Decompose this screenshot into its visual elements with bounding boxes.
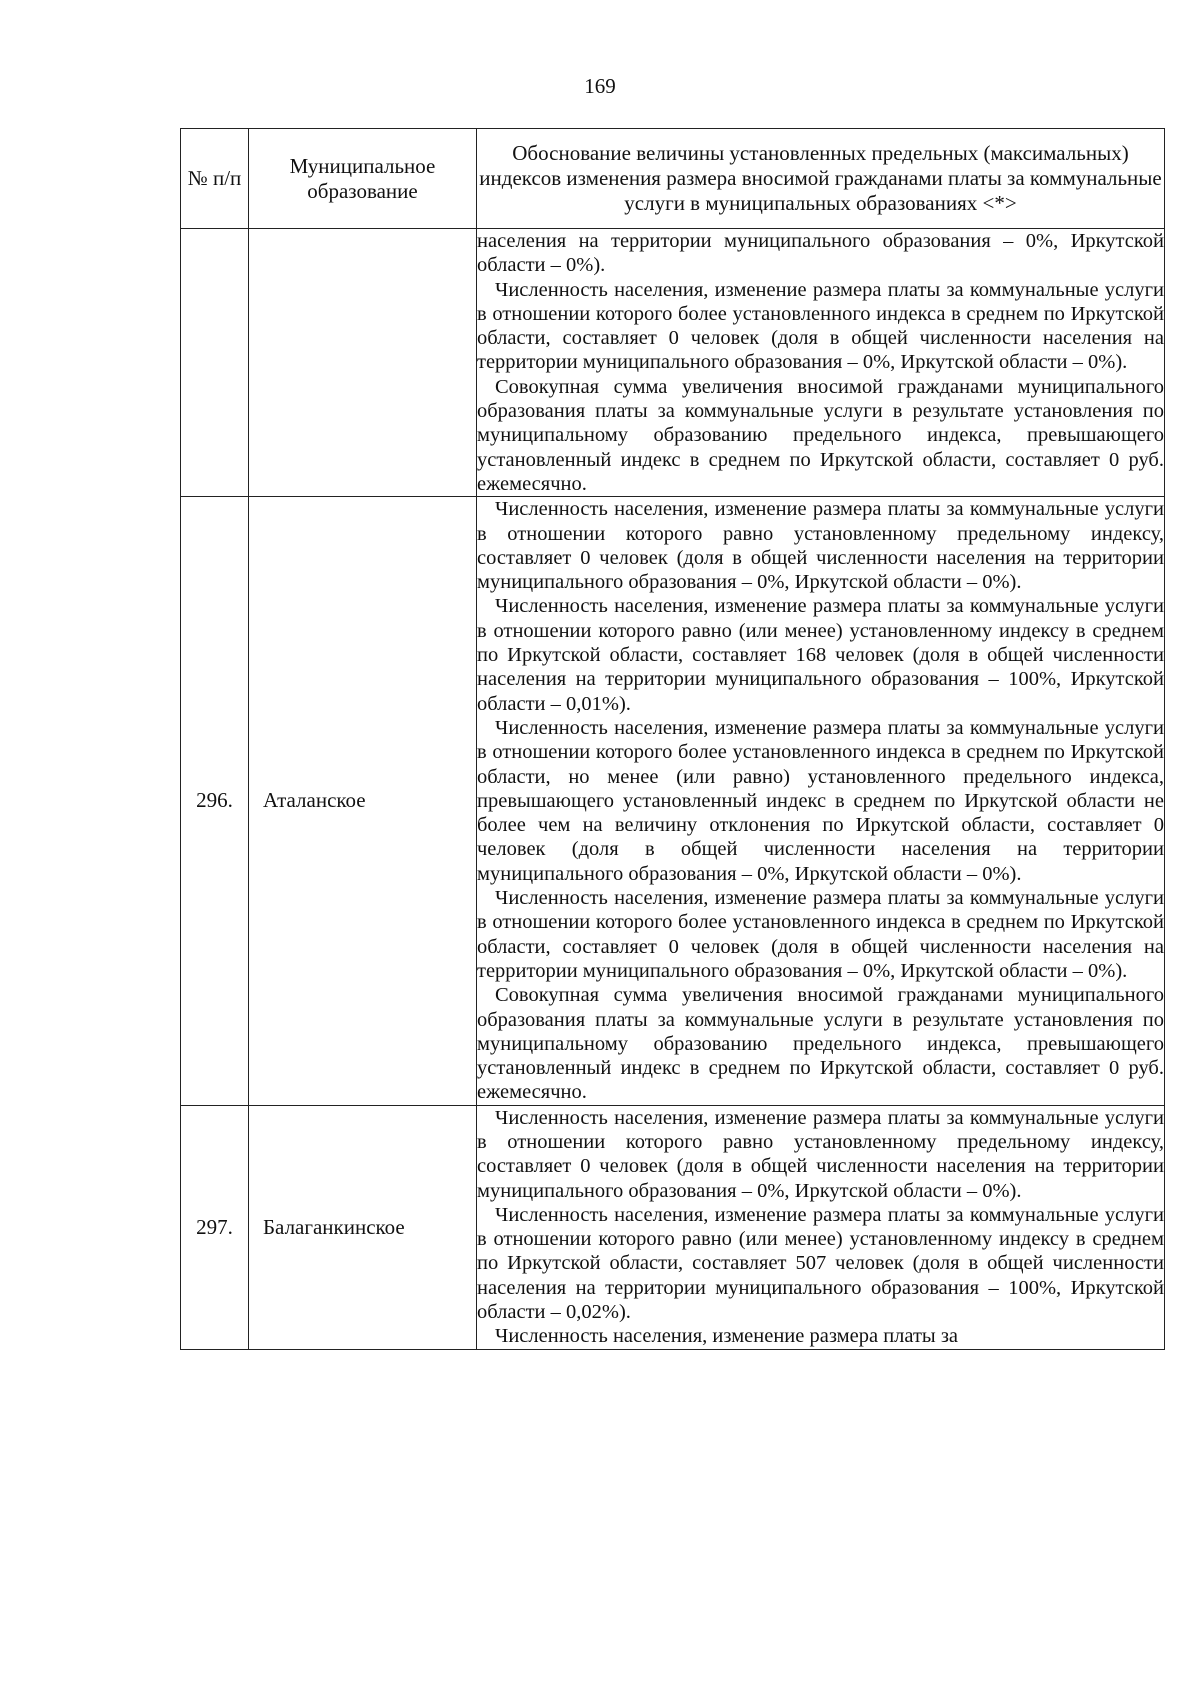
- page-number: 169: [584, 74, 616, 98]
- paragraph: Численность населения, изменение размера платы за коммунальные услуги в отношении которого равно (или менее) установленному индексу в среднем по Иркутской области, составляет 507 человек (доля в общей численности населения на территории муниципального образования – 100%, Иркутской области – 0,02%).: [477, 1203, 1164, 1324]
- paragraph: населения на территории муниципального образования – 0%, Иркутской области – 0%).: [477, 230, 1164, 277]
- cell-name: [249, 229, 477, 497]
- cell-justification: [477, 1105, 1165, 1349]
- paragraph: Численность населения, изменение размера платы за коммунальные услуги в отношении которого равно установленному предельному индексу, составляет 0 человек (доля в общей численности населения на территории муниципального образования – 0%, Иркутской области – 0%).: [477, 498, 1164, 594]
- justification-table: [180, 128, 1165, 1350]
- cell-num: 297.: [181, 1105, 249, 1349]
- cell-num: 296.: [181, 497, 249, 1105]
- cell-num: [181, 229, 249, 497]
- cell-justification: [477, 497, 1165, 1105]
- cell-name: Балаганкинское: [249, 1105, 477, 1349]
- paragraph: Численность населения, изменение размера платы за коммунальные услуги в отношении которого более установленного индекса в среднем по Иркутской области, составляет 0 человек (доля в общей численности населения на территории муниципального образования – 0%, Иркутской области – 0%).: [477, 887, 1164, 982]
- cell-justification: [477, 229, 1165, 497]
- paragraph: Численность населения, изменение размера платы за: [495, 1325, 959, 1348]
- table-row: [181, 497, 1165, 1105]
- paragraph: Численность населения, изменение размера платы за коммунальные услуги в отношении которого более установленного индекса в среднем по Иркутской области, но менее (или равно) установленного предельного индекса, превышающего установленный индекс в среднем по Иркутской области не более чем на величину отклонения по Иркутской области, составляет 0 человек (доля в общей численности населения на территории муниципального образования – 0%, Иркутской области – 0%).: [477, 716, 1164, 885]
- table-row-continuation: [181, 229, 1165, 497]
- table-row: [181, 1105, 1165, 1349]
- header-municipality: Муниципальное образование: [249, 129, 477, 229]
- paragraph: Численность населения, изменение размера платы за коммунальные услуги в отношении которого более установленного индекса в среднем по Иркутской области, составляет 0 человек (доля в общей численности населения на территории муниципального образования – 0%, Иркутской области – 0%).: [477, 278, 1164, 374]
- table-header-row: [181, 129, 1165, 229]
- paragraph: Совокупная сумма увеличения вносимой гражданами муниципального образования платы за коммунальные услуги в результате установления по муниципальному образованию предельного индекса, превышающего установленный индекс в среднем по Иркутской области, составляет 0 руб. ежемесячно.: [477, 375, 1164, 495]
- header-num: № п/п: [181, 129, 249, 229]
- paragraph: Совокупная сумма увеличения вносимой гражданами муниципального образования платы за коммунальные услуги в результате установления по муниципальному образованию предельного индекса, превышающего установленный индекс в среднем по Иркутской области, составляет 0 руб. ежемесячно.: [477, 984, 1164, 1104]
- cell-name: Аталанское: [249, 497, 477, 1105]
- paragraph: Численность населения, изменение размера платы за коммунальные услуги в отношении которого равно (или менее) установленному индексу в среднем по Иркутской области, составляет 168 человек (доля в общей численности населения на территории муниципального образования – 100%, Иркутской области – 0,01%).: [477, 595, 1164, 715]
- header-justification: Обоснование величины установленных предельных (максимальных) индексов изменения размера вносимой гражданами платы за коммунальные услуги в муниципальных образованиях <*>: [477, 129, 1165, 229]
- paragraph: Численность населения, изменение размера платы за коммунальные услуги в отношении которого равно установленному предельному индексу, составляет 0 человек (доля в общей численности населения на территории муниципального образования – 0%, Иркутской области – 0%).: [477, 1106, 1164, 1202]
